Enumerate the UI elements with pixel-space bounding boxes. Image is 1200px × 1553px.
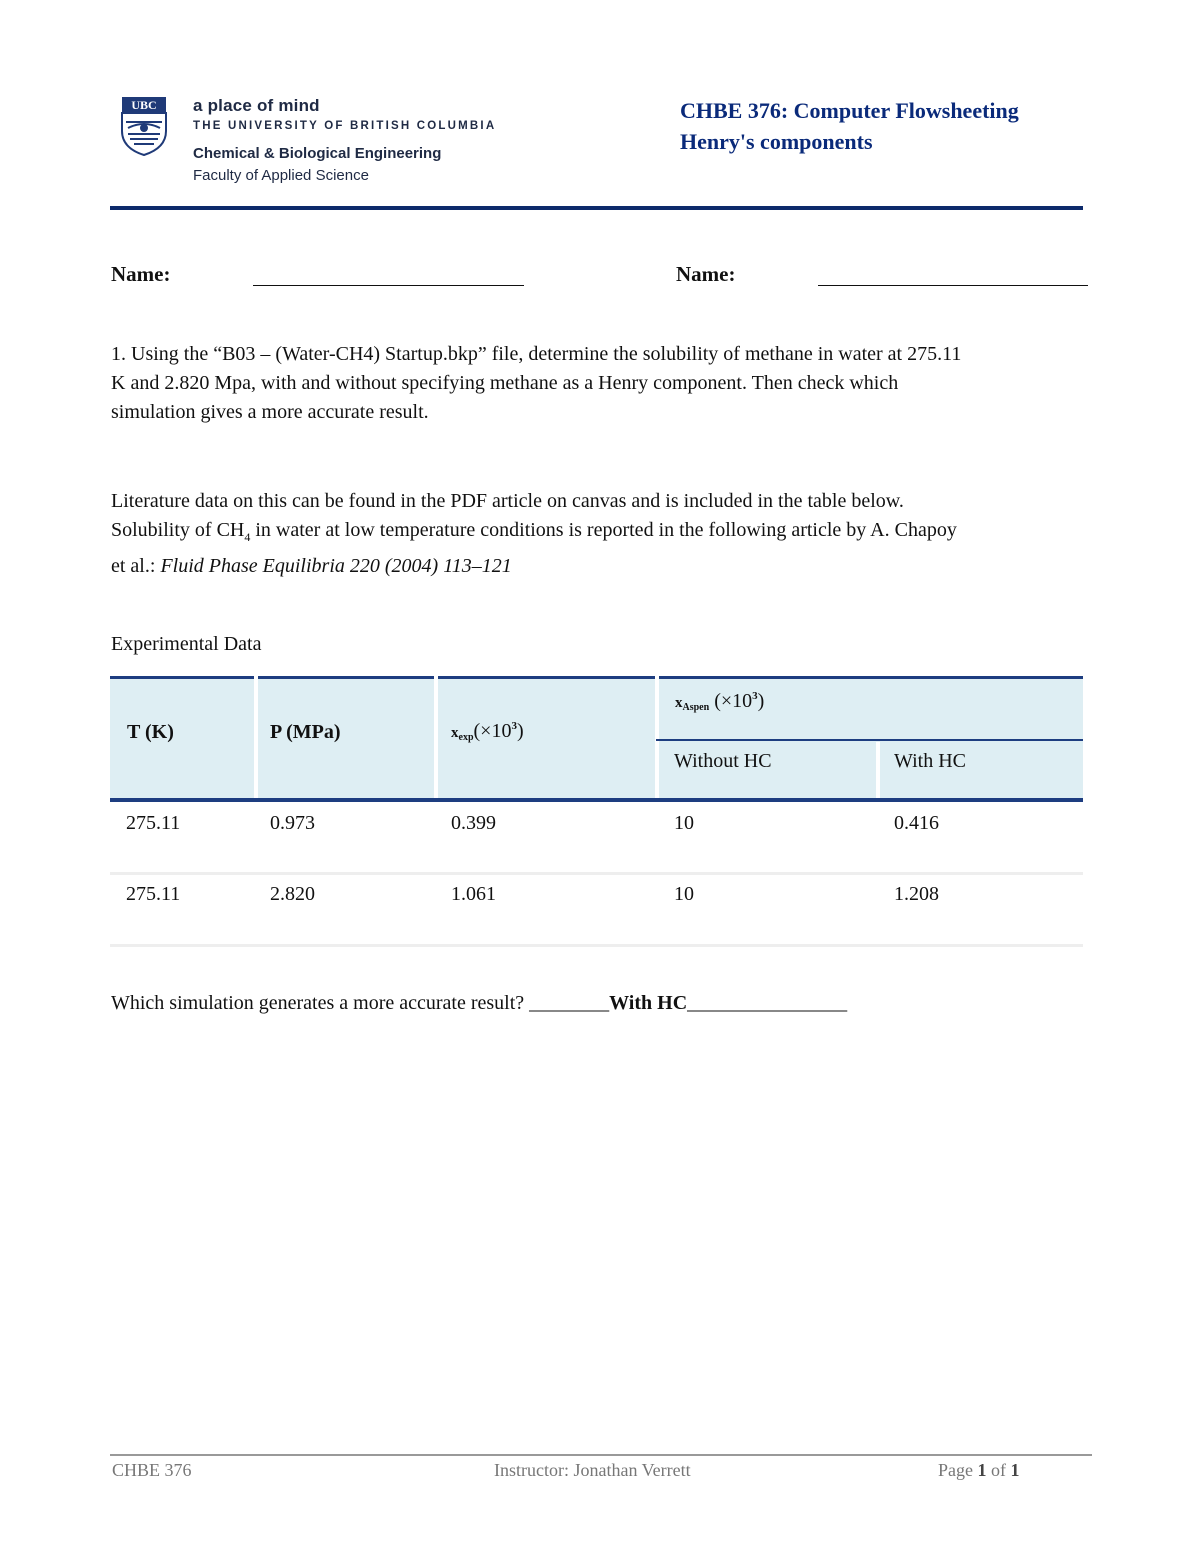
table-cell: 10 xyxy=(674,812,694,834)
header-separator xyxy=(876,742,880,802)
header-separator xyxy=(434,676,438,802)
course-header xyxy=(680,95,1019,157)
literature-line-1: Literature data on this can be found in the PDF article on canvas and is included in the table below. xyxy=(111,490,904,512)
name-field-1[interactable] xyxy=(253,285,524,286)
name-field-2[interactable] xyxy=(818,285,1088,286)
col-header-xaspen: $x_{Aspen}$ $(\times 10^3)$ xyxy=(675,690,765,713)
logo-ubc-text: UBC xyxy=(131,98,157,112)
journal-citation: Fluid Phase Equilibria 220 (2004) 113–121 xyxy=(160,555,512,577)
table-cell: 1.061 xyxy=(451,883,496,905)
university-brand xyxy=(193,96,496,184)
brand-university: THE UNIVERSITY OF BRITISH COLUMBIA xyxy=(193,120,497,132)
table-caption: Experimental Data xyxy=(111,633,262,655)
question-1-line-3: simulation gives a more accurate result. xyxy=(111,401,429,423)
answer-value: With HC xyxy=(609,992,688,1014)
header-separator xyxy=(254,676,258,802)
footer-course: CHBE 376 xyxy=(112,1460,192,1480)
course-subtitle: Henry's components xyxy=(680,129,873,154)
table-cell: 2.820 xyxy=(270,883,315,905)
footer-instructor: Instructor: Jonathan Verrett xyxy=(494,1460,691,1480)
course-title: CHBE 376: Computer Flowsheeting xyxy=(680,98,1019,123)
header-divider xyxy=(110,206,1083,210)
answer-line xyxy=(111,992,847,1015)
subheader-with-hc: With HC xyxy=(894,750,966,772)
name-label-1: Name: xyxy=(111,262,171,286)
table-cell: 0.399 xyxy=(451,812,496,834)
col-header-p: P (MPa) xyxy=(270,721,341,743)
literature-paragraph xyxy=(111,487,1086,581)
name-label-2: Name: xyxy=(676,262,736,286)
literature-line-3: et al.: Fluid Phase Equilibria 220 (2004) 113–121 xyxy=(111,555,512,577)
question-1-line-1: 1. Using the “B03 – (Water-CH4) Startup.bkp” file, determine the solubility of methane in water at 275.11 xyxy=(111,343,962,365)
table-cell: 0.973 xyxy=(270,812,315,834)
table-header-border xyxy=(110,798,1083,802)
table-cell: 0.416 xyxy=(894,812,939,834)
brand-tagline: a place of mind xyxy=(193,96,320,115)
table-cell: 1.208 xyxy=(894,883,939,905)
ubc-crest-logo xyxy=(120,96,168,156)
brand-department: Chemical & Biological Engineering xyxy=(193,145,442,162)
row-divider xyxy=(110,944,1083,947)
xaspen-subheader-border xyxy=(656,739,1083,741)
brand-faculty: Faculty of Applied Science xyxy=(193,167,369,184)
question-1 xyxy=(111,340,1086,427)
question-1-line-2: K and 2.820 Mpa, with and without specifying methane as a Henry component. Then check which xyxy=(111,372,899,394)
footer-page-number: Page 1 of 1 xyxy=(938,1460,1020,1480)
answer-trailing: ________________ xyxy=(687,992,848,1014)
table-cell: 275.11 xyxy=(126,883,181,905)
literature-line-2: Solubility of $CH_4$ in water at low temperature conditions is reported in the following article by A. Chapoy xyxy=(111,519,957,544)
col-header-xexp: $x_{exp}(\times 10^3)$ xyxy=(451,720,524,743)
row-divider xyxy=(110,872,1083,875)
table-cell: 275.11 xyxy=(126,812,181,834)
footer-divider xyxy=(110,1454,1092,1456)
answer-question: Which simulation generates a more accurate result? ________ xyxy=(111,992,610,1014)
subheader-without-hc: Without HC xyxy=(674,750,772,772)
table-cell: 10 xyxy=(674,883,694,905)
col-header-t: T (K) xyxy=(127,721,174,743)
